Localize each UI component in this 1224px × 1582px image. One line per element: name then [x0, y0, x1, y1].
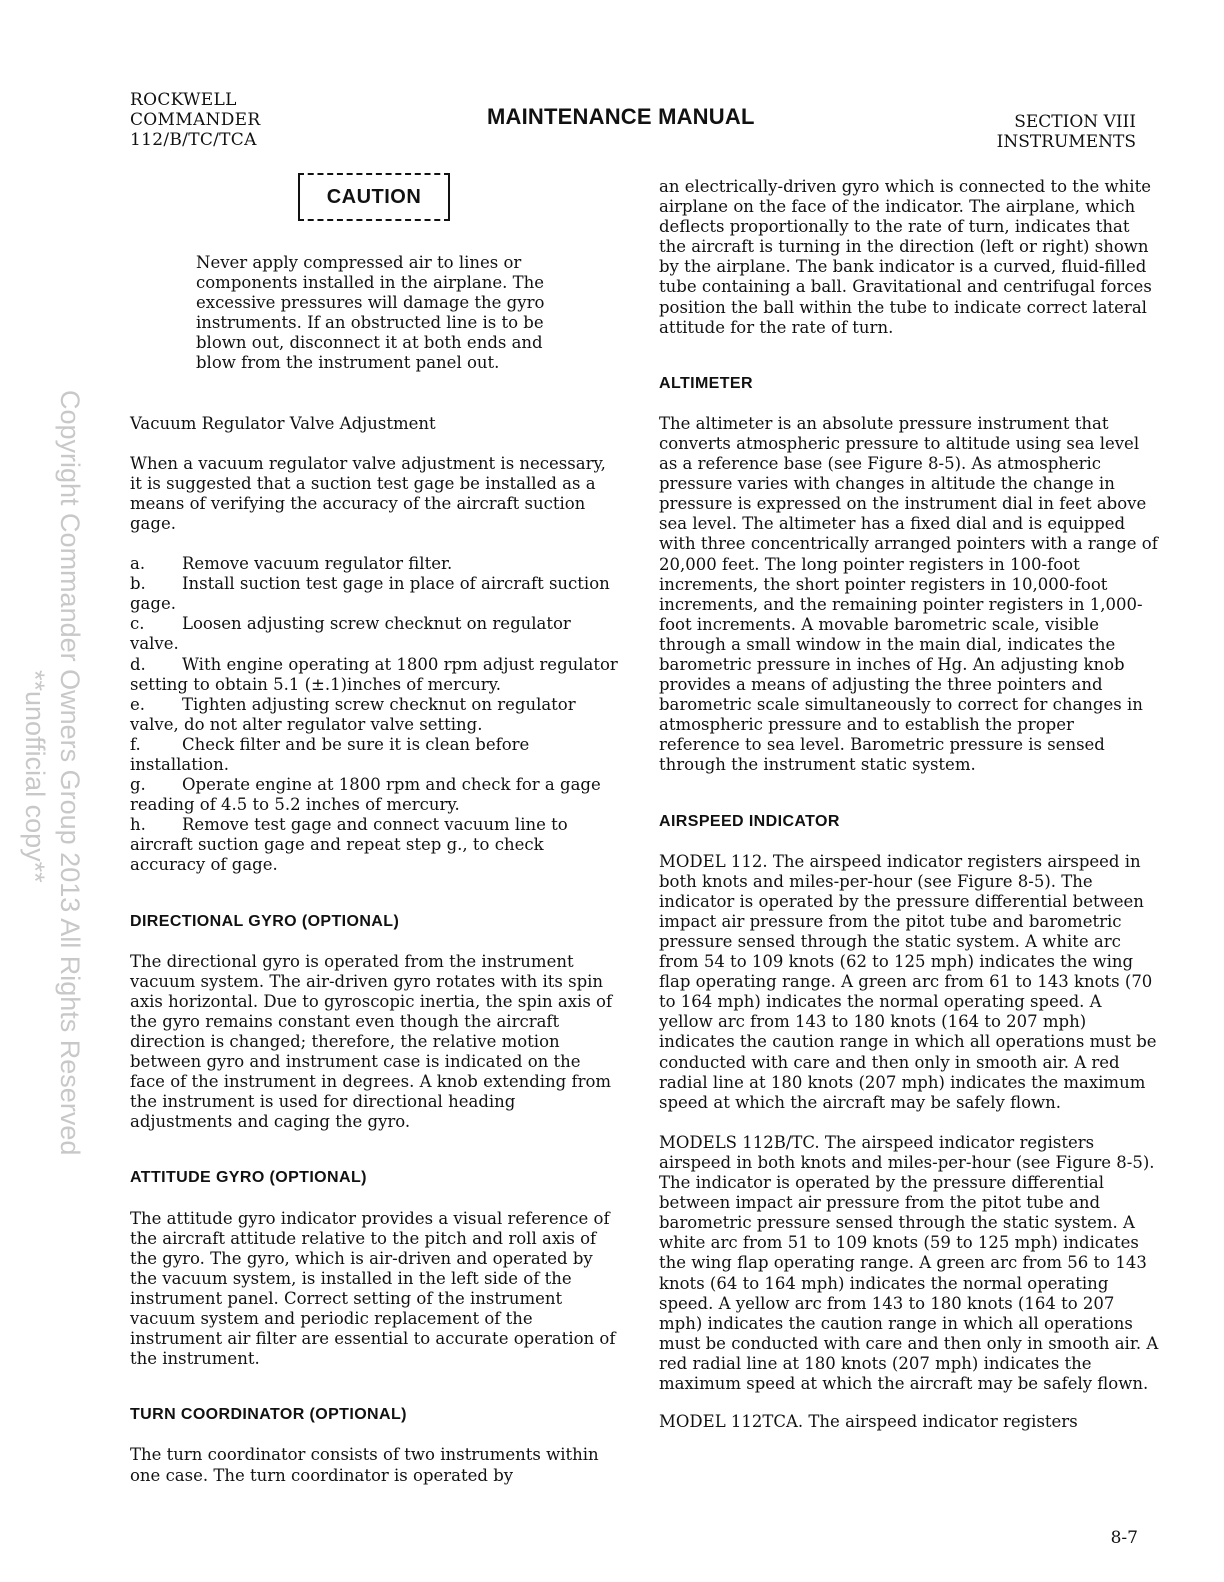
header-left-line: ROCKWELL — [130, 90, 237, 110]
watermark-line: Copyright Commander Owners Group 2013 All Rights Reserved — [55, 390, 85, 1156]
step-item — [130, 655, 618, 695]
step-item — [130, 775, 618, 815]
header-right-line: INSTRUMENTS — [996, 132, 1136, 152]
step-text: Tighten adjusting screw checknut on regulator valve, do not alter regulator valve setting. — [130, 694, 576, 734]
step-label: a. — [130, 554, 146, 574]
step-item — [130, 554, 618, 574]
step-text: Loosen adjusting screw checknut on regulator valve. — [130, 614, 571, 654]
step-text: Remove test gage and connect vacuum line to aircraft suction gage and repeat step g., to check accuracy of gage. — [130, 815, 568, 875]
step-label: g. — [130, 775, 146, 795]
attitude-gyro-text: The attitude gyro indicator provides a visual reference of the aircraft attitude relative to the pitch and roll axis of the gyro. The gyro, which is air-driven and operated by the vacuum system, is installed in the left side of the instrument panel. Correct setting of the instrument vacuum system and periodic replacement of the instrument air filter are essential to accurate operation of the instrument. — [130, 1208, 616, 1369]
page-number: 8-7 — [1110, 1528, 1138, 1548]
header-left-line: 112/B/TC/TCA — [130, 130, 257, 150]
step-text: Remove vacuum regulator filter. — [182, 554, 453, 574]
step-text: With engine operating at 1800 rpm adjust regulator setting to obtain 5.1 (±.1)inches of mercury. — [130, 654, 618, 694]
airspeed-model-112tca-text: MODEL 112TCA. The airspeed indicator registers — [659, 1412, 1078, 1432]
header-left-line: COMMANDER — [130, 110, 261, 130]
header-right-line: SECTION VIII — [1014, 112, 1136, 132]
step-item — [130, 614, 618, 654]
page-title: MAINTENANCE MANUAL — [487, 104, 755, 129]
step-item — [130, 574, 618, 614]
step-label: b. — [130, 574, 146, 594]
vacuum-heading: Vacuum Regulator Valve Adjustment — [130, 413, 436, 433]
step-label: e. — [130, 694, 146, 714]
turn-coordinator-text: The turn coordinator consists of two instruments within one case. The turn coordinator is operated by — [130, 1445, 599, 1485]
attitude-gyro-heading: ATTITUDE GYRO (OPTIONAL) — [130, 1169, 367, 1187]
left-column — [130, 170, 618, 1486]
copyright-watermark — [10, 390, 90, 1190]
step-label: c. — [130, 614, 145, 634]
caution-text: Never apply compressed air to lines or components installed in the airplane. The excessive pressures will damage the gyro instruments. If an obstructed line is to be blown out, disconnect it at both ends and blow from the instrument panel out. — [196, 253, 545, 373]
caution-label: CAUTION — [298, 173, 450, 221]
header-section — [997, 112, 1136, 152]
step-item — [130, 815, 618, 875]
watermark-line: **unofficial copy** — [20, 670, 50, 883]
step-item — [130, 695, 618, 735]
step-label: h. — [130, 815, 146, 835]
right-column — [659, 170, 1159, 1432]
step-item — [130, 735, 618, 775]
step-text: Operate engine at 1800 rpm and check for a gage reading of 4.5 to 5.2 inches of mercury. — [130, 775, 601, 815]
step-text: Install suction test gage in place of aircraft suction gage. — [130, 574, 610, 614]
altimeter-heading: ALTIMETER — [659, 374, 753, 392]
airspeed-model-112btc-text: MODELS 112B/TC. The airspeed indicator registers airspeed in both knots and miles-per-hour (see Figure 8-5). The indicator is operated by the pressure differential between impact air pressure from the pitot tube and barometric pressure sensed through the static system. A white arc from 51 to 109 knots (59 to 125 mph) indicates the wing flap operating range. A green arc from 56 to 143 knots (64 to 164 mph) indicates the normal operating speed. A yellow arc from 143 to 180 knots (164 to 207 mph) indicates the caution range in which all operations must be conducted with care and then only in smooth air. A red radial line at 180 knots (207 mph) indicates the maximum speed at which the aircraft may be safely flown. — [659, 1132, 1159, 1393]
step-label: f. — [130, 734, 141, 754]
directional-gyro-text: The directional gyro is operated from the instrument vacuum system. The air-driven gyro rotates with its spin axis horizontal. Due to gyroscopic inertia, the spin axis of the gyro remains constant even though the aircraft direction is changed; therefore, the relative motion between gyro and instrument case is indicated on the face of the instrument in degrees. A knob extending from the instrument is used for directional heading adjustments and caging the gyro. — [130, 951, 613, 1132]
directional-gyro-heading: DIRECTIONAL GYRO (OPTIONAL) — [130, 912, 400, 930]
adjustment-steps — [130, 554, 618, 876]
altimeter-text: The altimeter is an absolute pressure instrument that converts atmospheric pressure to altitude using sea level as a reference base (see Figure 8-5). As atmospheric pressure varies with changes in altitude the change in pressure is expressed on the instrument dial in feet above sea level. The altimeter has a fixed dial and is equipped with three concentrically arranged pointers with a range of 20,000 feet. The long pointer registers in 100-foot increments, the short pointer registers in 10,000-foot increments, and the remaining pointer registers in 1,000-foot increments. A movable barometric scale, visible through a small window in the main dial, indicates the barometric pressure in inches of Hg. An adjusting knob provides a means of adjusting the three pointers and barometric scale simultaneously to correct for changes in atmospheric pressure and to establish the proper reference to sea level. Barometric pressure is sensed through the instrument static system. — [659, 413, 1158, 775]
turn-coordinator-heading: TURN COORDINATOR (OPTIONAL) — [130, 1406, 407, 1424]
vacuum-intro: When a vacuum regulator valve adjustment is necessary, it is suggested that a suction test gage be installed as a means of verifying the accuracy of the aircraft suction gage. — [130, 453, 606, 533]
turn-coordinator-continued: an electrically-driven gyro which is connected to the white airplane on the face of the indicator. The airplane, which deflects proportionally to the rate of turn, indicates that the aircraft is turning in the direction (left or right) shown by the airplane. The bank indicator is a curved, fluid-filled tube containing a ball. Gravitational and centrifugal forces position the ball within the tube to indicate correct lateral attitude for the rate of turn. — [659, 177, 1152, 337]
header-publisher — [130, 90, 260, 150]
step-label: d. — [130, 654, 146, 674]
step-text: Check filter and be sure it is clean before installation. — [130, 734, 530, 774]
airspeed-model-112-text: MODEL 112. The airspeed indicator registers airspeed in both knots and miles-per-hour (see Figure 8-5). The indicator is operated by the pressure differential between impact air pressure from the pitot tube and barometric pressure sensed through the static system. A white arc from 54 to 109 knots (62 to 125 mph) indicates the wing flap operating range. A green arc from 61 to 143 knots (70 to 164 mph) indicates the normal operating speed. A yellow arc from 143 to 180 knots (164 to 207 mph) indicates the caution range in which all operations must be conducted with care and then only in smooth air. A red radial line at 180 knots (207 mph) indicates the maximum speed at which the aircraft may be safely flown. — [659, 851, 1157, 1112]
airspeed-heading: AIRSPEED INDICATOR — [659, 812, 840, 830]
